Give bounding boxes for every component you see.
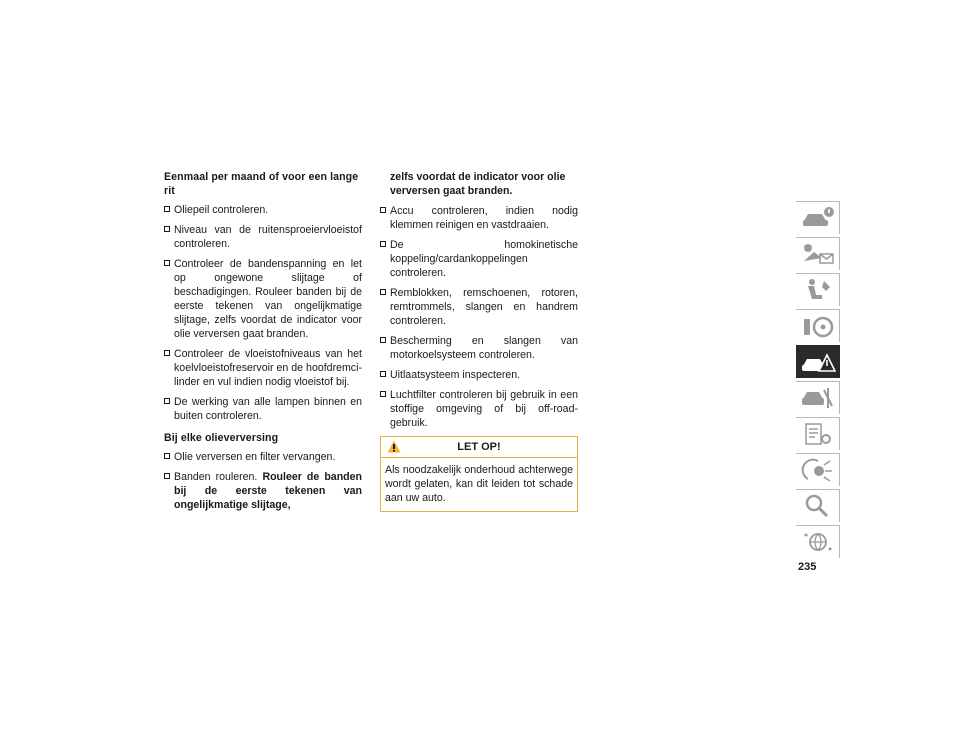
warning-triangle-icon <box>387 440 401 453</box>
checkbox-icon <box>164 398 170 404</box>
list-item: Luchtfilter controleren bij gebruik in een stoffige omgeving of bij off-road-gebruik. <box>380 388 578 430</box>
right-column <box>380 170 578 512</box>
oil-change-heading: Bij elke olieverversing <box>164 432 279 444</box>
tab-car-info[interactable] <box>796 201 840 234</box>
tab-driving[interactable] <box>796 309 840 342</box>
list-item: Accu controleren, indien nodig klemmen reinigen en vastdraaien. <box>380 204 578 232</box>
checkbox-icon <box>164 350 170 356</box>
checkbox-icon <box>164 453 170 459</box>
search-icon <box>800 493 836 519</box>
checkbox-icon <box>164 473 170 479</box>
chapter-tabs <box>796 201 840 561</box>
checkbox-icon <box>380 371 386 377</box>
checkbox-icon <box>164 206 170 212</box>
car-info-icon <box>800 205 836 231</box>
list-item: Niveau van de ruitensproeiervloeistof controleren. <box>164 223 362 251</box>
continuation-text: zelfs voordat de indicator voor olie verversen gaat branden. <box>390 171 566 197</box>
tab-specifications[interactable] <box>796 417 840 450</box>
list-item: Banden rouleren. Rouleer de banden bij de eerste tekenen van ongelijkmatige slijtage, <box>164 470 362 512</box>
list-item: Oliepeil controleren. <box>164 203 362 217</box>
specifications-icon <box>800 421 836 447</box>
list-item: Bescherming en slangen van motorkoelsysteem controleren. <box>380 334 578 362</box>
checkbox-icon <box>380 337 386 343</box>
checkbox-icon <box>164 226 170 232</box>
warning-title: LET OP! <box>457 441 501 453</box>
list-item: De homokinetische koppeling/cardankoppelingen controleren. <box>380 238 578 280</box>
list-item: Controleer de vloeistofniveaus van het koelvloeistofreservoir en de hoofdremcilinder en vul indien nodig vloeistof bij. <box>164 347 362 389</box>
checkbox-icon <box>164 260 170 266</box>
warning-header <box>381 437 577 458</box>
oil-change-checklist-continued <box>380 204 578 430</box>
steering-wheel-icon <box>800 313 836 339</box>
monthly-checklist <box>164 203 362 423</box>
tab-multimedia[interactable] <box>796 453 840 486</box>
checkbox-icon <box>380 207 386 213</box>
checkbox-icon <box>380 391 386 397</box>
tab-service[interactable] <box>796 381 840 414</box>
tab-safety[interactable] <box>796 273 840 306</box>
page-number: 235 <box>798 561 817 573</box>
warning-box <box>380 436 578 512</box>
language-icon <box>800 529 836 555</box>
tab-messages[interactable] <box>796 237 840 270</box>
checkbox-icon <box>380 289 386 295</box>
list-item: Uitlaatsysteem inspecteren. <box>380 368 578 382</box>
tab-languages[interactable] <box>796 525 840 558</box>
seat-safety-icon <box>800 277 836 303</box>
checkbox-icon <box>380 241 386 247</box>
list-item: Controleer de bandenspanning en let op ongewone slijtage of beschadigingen. Rouleer banden bij de eerste tekenen van ongelijkmatige slijtage, zelfs voordat de indicator voor olie verversen gaat branden. <box>164 257 362 341</box>
list-item: Remblokken, remschoenen, rotoren, remtrommels, slangen en handrem controleren. <box>380 286 578 328</box>
list-item: Olie verversen en filter vervangen. <box>164 450 362 464</box>
warning-body: Als noodzakelijk onderhoud achterwege wordt gelaten, kan dit leiden tot schade aan uw auto. <box>385 464 573 504</box>
message-icon <box>800 241 836 267</box>
monthly-heading: Eenmaal per maand of voor een lange rit <box>164 171 359 197</box>
car-service-icon <box>800 385 836 411</box>
left-column <box>164 170 362 518</box>
list-item: De werking van alle lampen binnen en buiten controleren. <box>164 395 362 423</box>
tab-index[interactable] <box>796 489 840 522</box>
car-warning-icon <box>800 349 836 375</box>
oil-change-checklist <box>164 450 362 512</box>
tab-emergency[interactable] <box>796 345 840 378</box>
multimedia-icon <box>800 457 836 483</box>
